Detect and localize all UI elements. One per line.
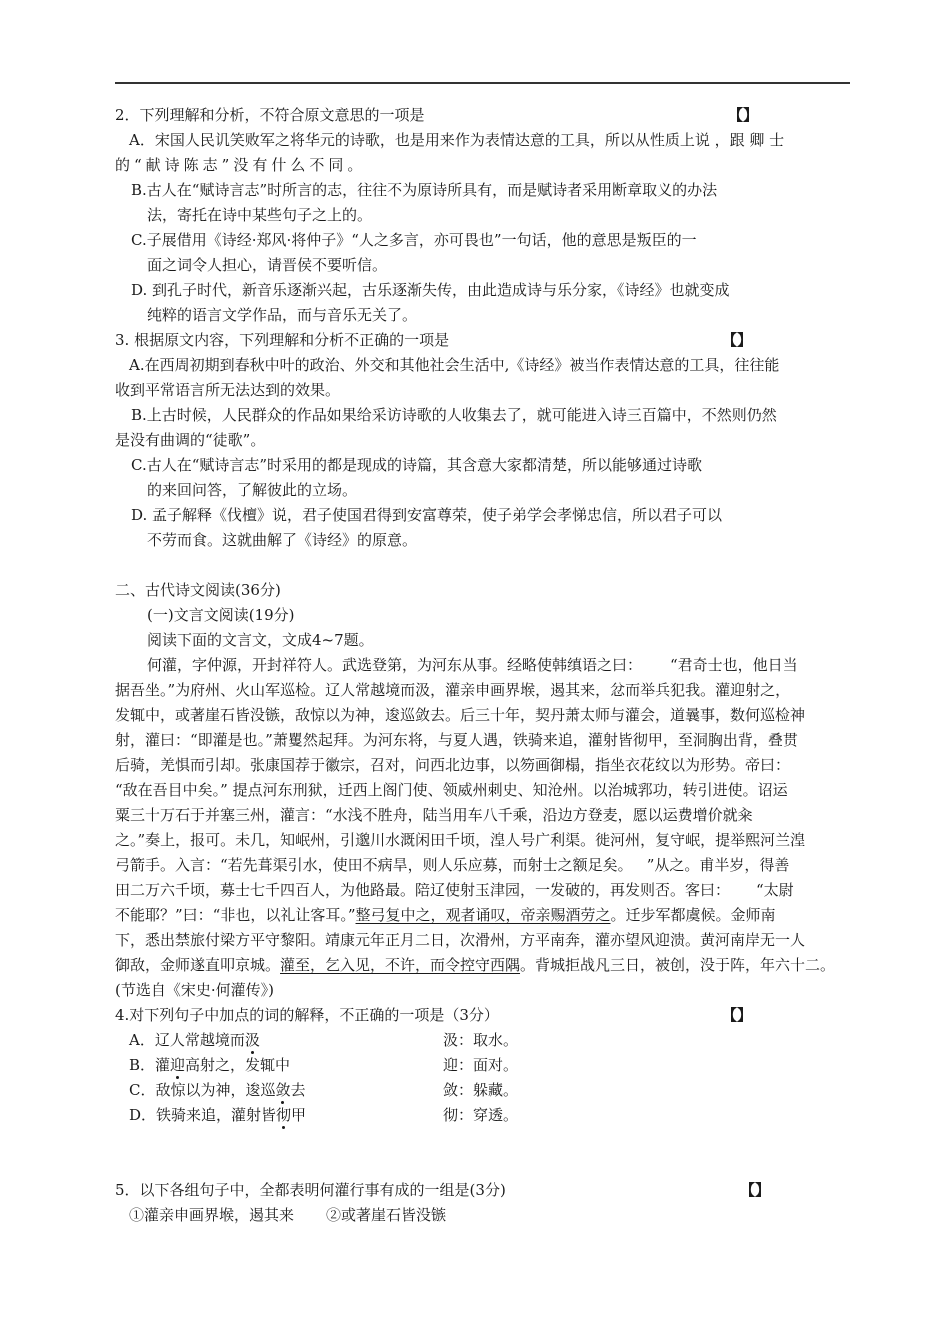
underlined-sentence-2: 灌至，乞入见，不许，而令控守西隅 [280, 956, 521, 974]
q5-option-1: ①灌亲申画界堠，遏其来 [129, 1206, 295, 1224]
passage-line6: “敌在吾目中矣。” 提点河东刑狱，迁西上阁门使、领威州刺史、知沧州。以治城郛功，转引进使。诏运 [115, 781, 788, 799]
passage-line [147, 654, 798, 676]
passage-line10-b: “太尉 [756, 881, 794, 899]
q4-option-c [129, 1079, 306, 1101]
q2-option-b-line1: B.古人在“赋诗言志”时所言的志，往往不为原诗所具有，而是赋诗者采用断章取义的办法 [131, 181, 718, 199]
q4-b-explanation: 迎：面对。 [443, 1056, 519, 1074]
q3-answer-bracket: 【】 [722, 331, 753, 349]
passage-line13-c: 。背城拒战凡三日，被创，没于阵，年六十二。 [520, 956, 836, 974]
q4-option-a [129, 1029, 260, 1051]
passage-line7: 粟三十万石于并塞三州，灌言：“水浅不胜舟，陆当用车八千乘，沿边方登麦，愿以运费增价就籴 [115, 806, 753, 824]
passage-line4: 射，灌曰：“即灌是也。”萧矍然起拜。为河东将，与夏人遇，铁骑来追，灌射皆彻甲，至洞胸出背，叠贯 [115, 731, 798, 749]
q3-option-c-line1: C.古人在“赋诗言志”时采用的都是现成的诗篇，其含意大家都清楚，所以能够通过诗歌 [131, 456, 703, 474]
q2-option-c-line1: C.子展借用《诗经·郑风·将仲子》“人之多言，亦可畏也”一句话，他的意思是叛臣的一 [131, 231, 697, 249]
q4-b-post: 高射之，发辄中 [185, 1056, 291, 1074]
q5-answer-bracket: 【】 [740, 1181, 771, 1199]
q4-stem: 4.对下列句子中加点的词的解释，不正确的一项是（3分） [115, 1006, 499, 1024]
q4-d-pre: D．铁骑来追，灌射皆 [129, 1106, 277, 1124]
passage-line3: 发辄中，或著崖石皆没镞，敌惊以为神，逡巡敛去。后三十年，契丹萧太师与灌会，道曩事，数何巡检神 [115, 706, 806, 724]
q5-options [129, 1204, 446, 1226]
q2-stem: 2．下列理解和分析，不符合原文意思的一项是 [115, 106, 425, 124]
q4-b-pre: B．灌 [129, 1056, 171, 1074]
passage-line [115, 904, 776, 926]
q4-d-explanation: 彻：穿透。 [443, 1106, 519, 1124]
q3-option-d-line2: 不劳而食。这就曲解了《诗经》的原意。 [147, 531, 418, 549]
q2-option-d-line1: D. 到孔子时代，新音乐逐渐兴起，古乐逐渐失传，由此造成诗与乐分家，《诗经》也就变成 [131, 281, 730, 299]
passage-line13-a: 御敌，金师遂直叩京城。 [115, 956, 281, 974]
q2-option-b-line2: 法，寄托在诗中某些句子之上的。 [147, 206, 373, 224]
q3-option-b-line2: 是没有曲调的“徒歌”。 [115, 431, 266, 449]
passage-source: (节选自《宋史·何灌传》) [115, 981, 274, 999]
q4-answer-bracket: 【】 [722, 1006, 753, 1024]
q4-c-dotted-word: 敛 [275, 1081, 291, 1099]
passage-line2: 据吾坐。”为府州、火山军巡检。辽人常越境而汲，灌亲申画界堠，遏其来，忿而举兵犯我。灌迎射之， [115, 681, 791, 699]
q4-c-explanation: 敛：躲藏。 [443, 1081, 519, 1099]
q2-option-a-line2: 的“献诗陈志”没有什么不同。 [115, 156, 367, 174]
q4-option-d [129, 1104, 306, 1126]
passage-line9-a: 弓箭手。入言：“若先葺渠引水，使田不病旱，则人乐应募，而射士之额足矣。 [115, 856, 633, 874]
passage-line [115, 879, 794, 901]
q4-c-post: 去 [290, 1081, 306, 1099]
q4-option-b [129, 1054, 290, 1076]
header-rule [115, 82, 850, 84]
q5-option-2: ②或著崖石皆没镞 [326, 1206, 447, 1224]
reading-instruction: 阅读下面的文言文，文成4~7题。 [147, 631, 374, 649]
q4-a-dotted-word: 汲 [244, 1031, 260, 1049]
passage-line9-b: ”从之。甫半岁，得善 [646, 856, 790, 874]
passage-line8: 之。”奏上，报可。未几，知岷州，引邈川水溉闲田千顷，湟人号广利渠。徙河州，复守岷，提举熙河兰湟 [115, 831, 806, 849]
q4-a-explanation: 汲：取水。 [443, 1031, 519, 1049]
q2-option-c-line2: 面之词令人担心，请晋侯不要听信。 [147, 256, 388, 274]
q3-stem: 3. 根据原文内容，下列理解和分析不正确的一项是 [115, 331, 450, 349]
q4-c-pre: C．敌惊以为神，逡巡 [129, 1081, 276, 1099]
passage-line [115, 954, 835, 976]
subsection-title: (一)文言文阅读(19分) [147, 606, 295, 624]
passage-line [115, 854, 789, 876]
q3-option-b-line1: B.上古时候，人民群众的作品如果给采访诗歌的人收集去了，就可能进入诗三百篇中，不然则仍然 [131, 406, 777, 424]
q2-answer-bracket: 【】 [728, 106, 759, 124]
q5-stem: 5．以下各组句子中，全都表明何灌行事有成的一组是(3分) [115, 1181, 506, 1199]
passage-line11-a: 不能耶？”曰：“非也，以礼让客耳。” [115, 906, 356, 924]
passage-line11-c: 。迁步军都虞候。金师南 [610, 906, 776, 924]
underlined-sentence-1: 整弓复中之，观者诵叹，帝亲赐酒劳之 [355, 906, 611, 924]
q4-d-post: 甲 [291, 1106, 307, 1124]
q3-option-a-line1: A.在西周初期到春秋中叶的政治、外交和其他社会生活中,《诗经》被当作表情达意的工具，往往能 [129, 356, 780, 374]
q4-a-pre: A．辽人常越境而 [129, 1031, 245, 1049]
passage-line12: 下，悉出禁旅付梁方平守黎阳。靖康元年正月二日，次滑州，方平南奔，灌亦望风迎溃。黄河南岸无一人 [115, 931, 806, 949]
passage-line1-a: 何灌，字仲源，开封祥符人。武选登第，为河东从事。经略使韩缜语之曰： [147, 656, 643, 674]
q2-option-a-line1: A．宋国人民讥笑败军之将华元的诗歌，也是用来作为表情达意的工具，所以从性质上说 ，跟 卿 士 [129, 131, 785, 149]
q4-d-dotted-word: 彻 [276, 1106, 292, 1124]
q3-option-d-line1: D. 孟子解释《伐檀》说，君子使国君得到安富尊荣，使子弟学会孝悌忠信，所以君子可以 [131, 506, 723, 524]
passage-line10-a: 田二万六千顷，募士七千四百人，为他路最。陪辽使射玉津园，一发破的，再发则否。客曰： [115, 881, 731, 899]
q4-b-dotted-word: 迎 [170, 1056, 186, 1074]
section-title: 二、古代诗文阅读(36分) [115, 581, 281, 599]
passage-line5: 后骑，羌惧而引却。张康国荐于徽宗，召对，问西北边事，以笏画御榻，指坐衣花纹以为形势。帝曰： [115, 756, 791, 774]
q3-option-c-line2: 的来回问答，了解彼此的立场。 [147, 481, 358, 499]
q3-option-a-line2: 收到平常语言所无法达到的效果。 [115, 381, 341, 399]
q2-option-d-line2: 纯粹的语言文学作品，而与音乐无关了。 [147, 306, 418, 324]
passage-line1-b: “君奇士也，他日当 [670, 656, 798, 674]
